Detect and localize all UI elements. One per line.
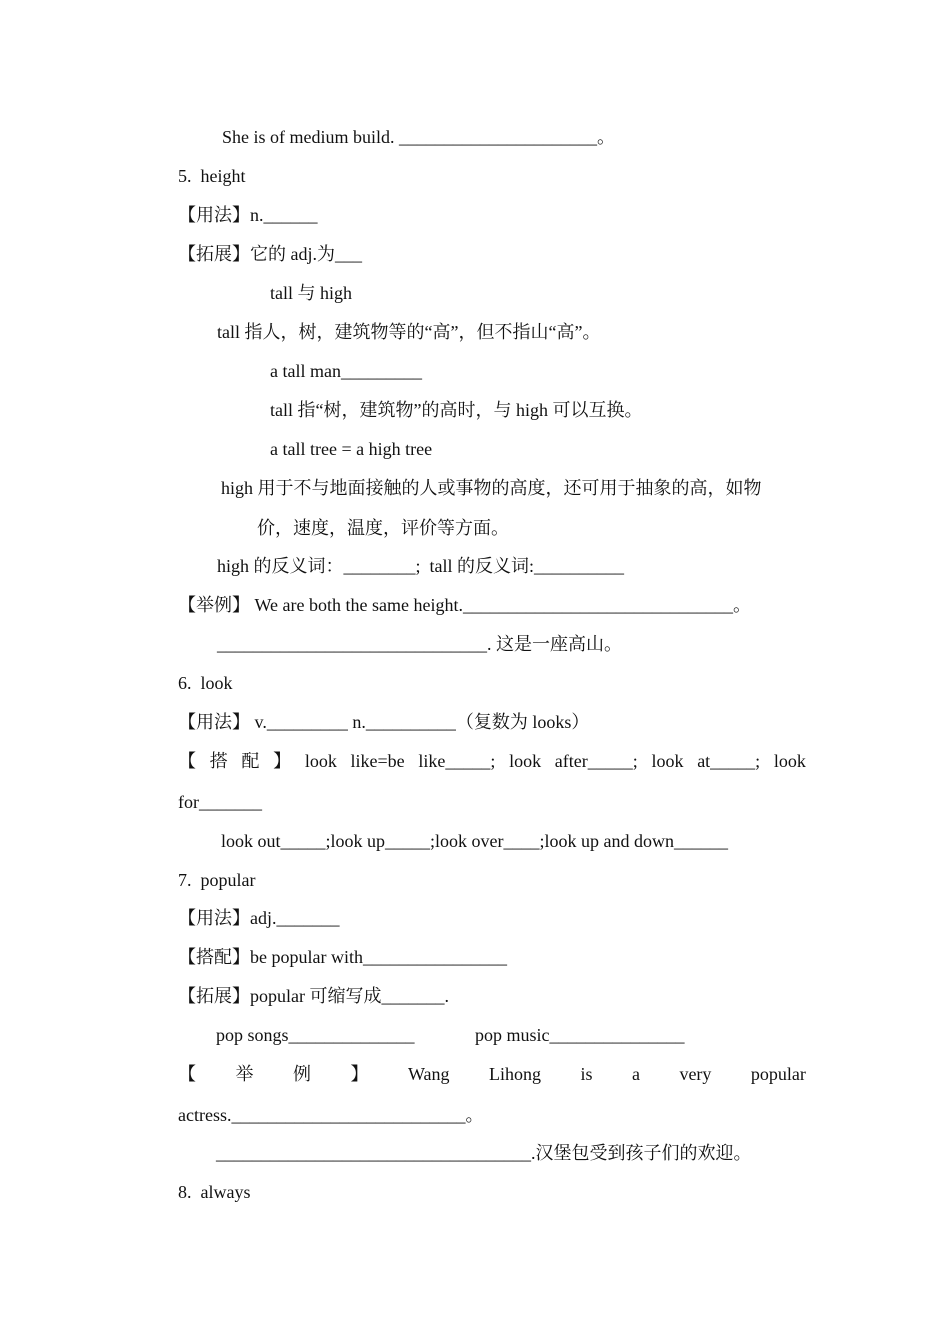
text-fragment: at_____; xyxy=(697,751,761,771)
example-tall-tree: a tall tree = a high tree xyxy=(270,439,433,459)
example-actress: actress.__________________________。 xyxy=(178,1105,484,1125)
usage-popular: 【用法】adj._______ xyxy=(178,908,340,928)
heading-always: 8. always xyxy=(178,1182,251,1202)
extension-height: 【拓展】它的 adj.为___ xyxy=(178,244,362,264)
example-hamburger: ___________________________________.汉堡包受到孩子们的欢迎。 xyxy=(216,1143,752,1163)
collocation-look xyxy=(178,749,806,773)
example-high-mountain: ______________________________. 这是一座高山。 xyxy=(217,634,622,654)
subheading-tall-high: tall 与 high xyxy=(270,283,352,303)
text-fragment: 例 xyxy=(292,1064,311,1084)
text-fragment: 配 xyxy=(241,751,260,771)
text-fragment: a xyxy=(631,1064,640,1084)
usage-look: 【用法】 v._________ n.__________（复数为 looks） xyxy=(178,712,590,732)
text-fragment: look xyxy=(304,751,337,771)
example-sentence-build: She is of medium build. ______________________。 xyxy=(222,127,615,147)
collocation-look-cont: for_______ xyxy=(178,792,262,812)
heading-popular: 7. popular xyxy=(178,870,256,890)
usage-height: 【用法】n.______ xyxy=(178,205,318,225)
antonyms: high 的反义词：________; tall 的反义词:__________ xyxy=(217,556,624,576)
text-fragment: Wang xyxy=(407,1064,450,1084)
example-wang-lihong xyxy=(178,1062,806,1086)
example-same-height: 【举例】 We are both the same height.______________________________。 xyxy=(178,595,751,615)
text-fragment: like=be xyxy=(350,751,405,771)
extension-popular: 【拓展】popular 可缩写成_______. xyxy=(178,986,449,1006)
text-fragment: 】 xyxy=(273,751,292,771)
text-fragment: is xyxy=(580,1064,593,1084)
text-fragment: very xyxy=(679,1064,712,1084)
text-fragment: 】 xyxy=(350,1064,369,1084)
note-tall: tall 指人，树，建筑物等的“高”，但不指山“高”。 xyxy=(217,322,601,342)
heading-look: 6. look xyxy=(178,673,233,693)
text-fragment: look xyxy=(773,751,806,771)
text-fragment: 【 xyxy=(178,1064,196,1084)
text-fragment: look xyxy=(509,751,542,771)
example-pop-music: pop music_______________ xyxy=(475,1025,685,1045)
text-fragment: 搭 xyxy=(209,751,228,771)
text-fragment: after_____; xyxy=(554,751,638,771)
phrasal-look: look out_____;look up_____;look over____;look up and down______ xyxy=(221,831,728,851)
note-high-line1: high 用于不与地面接触的人或事物的高度，还可用于抽象的高，如物 xyxy=(221,478,762,498)
note-tall-interchange: tall 指“树，建筑物”的高时，与 high 可以互换。 xyxy=(270,400,643,420)
text-fragment: look xyxy=(651,751,684,771)
example-pop-songs: pop songs______________ xyxy=(216,1025,415,1045)
text-fragment: 举 xyxy=(235,1064,254,1084)
text-fragment: Lihong xyxy=(488,1064,541,1084)
text-fragment: popular xyxy=(750,1064,806,1084)
text-fragment: 【 xyxy=(178,751,196,771)
note-high-line2: 价，速度，温度，评价等方面。 xyxy=(257,518,509,538)
text-fragment: like_____; xyxy=(418,751,496,771)
example-tall-man: a tall man_________ xyxy=(270,361,422,381)
heading-height: 5. height xyxy=(178,166,246,186)
collocation-popular: 【搭配】be popular with________________ xyxy=(178,947,507,967)
